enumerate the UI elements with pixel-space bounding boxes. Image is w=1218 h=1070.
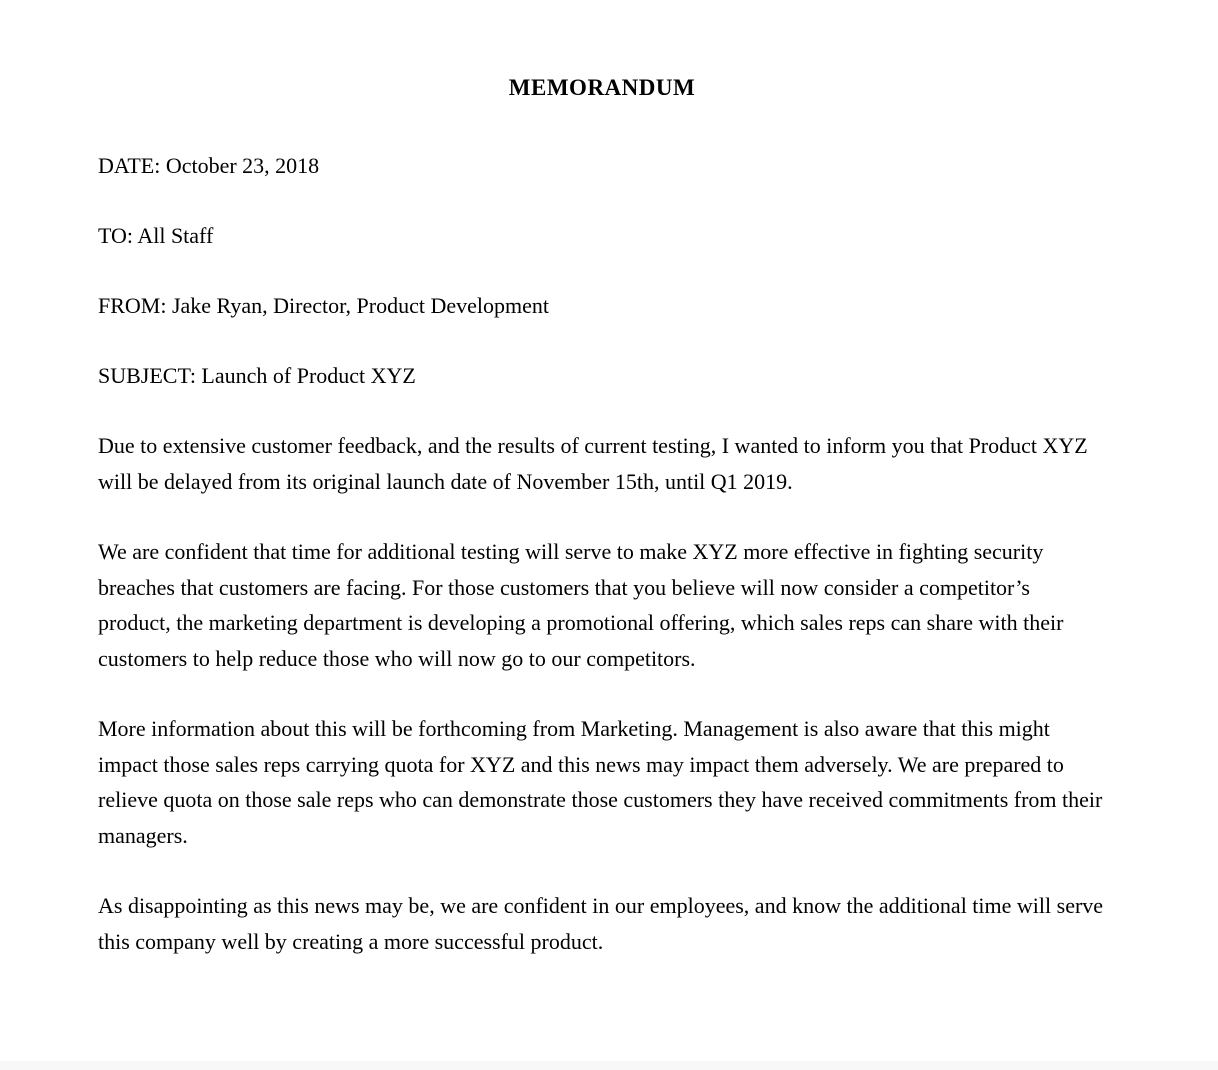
memo-header-line-subject: SUBJECT: Launch of Product XYZ [98, 363, 416, 388]
page-bottom-edge [0, 1061, 1218, 1070]
memo-paragraph-closing: As disappointing as this news may be, we are confident in our employees, and know the additional time will serve this company well by creating a more successful product. [98, 893, 1104, 954]
memo-header-line-date: DATE: October 23, 2018 [98, 153, 320, 178]
memo-paragraph-delay-announcement: Due to extensive customer feedback, and the results of current testing, I wanted to inform you that Product XYZ will be delayed from its original launch date of November 15th, until Q1 2019. [98, 433, 1088, 494]
memo-header-line-from: FROM: Jake Ryan, Director, Product Development [98, 293, 549, 318]
memo-header-line-to: TO: All Staff [98, 223, 214, 248]
memo-title: MEMORANDUM [508, 75, 696, 100]
memo-paragraph-marketing-and-quota: More information about this will be forthcoming from Marketing. Management is also aware that this might impact those sales reps carrying quota for XYZ and this news may impact them adversely. We are prepared to relieve quota on those sale reps who can demonstrate those customers they have received commitments from their managers. [98, 716, 1103, 848]
memo-paragraph-testing-and-promotion: We are confident that time for additional testing will serve to make XYZ more effective in fighting security breaches that customers are facing. For those customers that you believe will now consider a competitor’s product, the marketing department is developing a promotional offering, which sales reps can share with their customers to help reduce those who will now go to our competitors. [98, 539, 1064, 671]
